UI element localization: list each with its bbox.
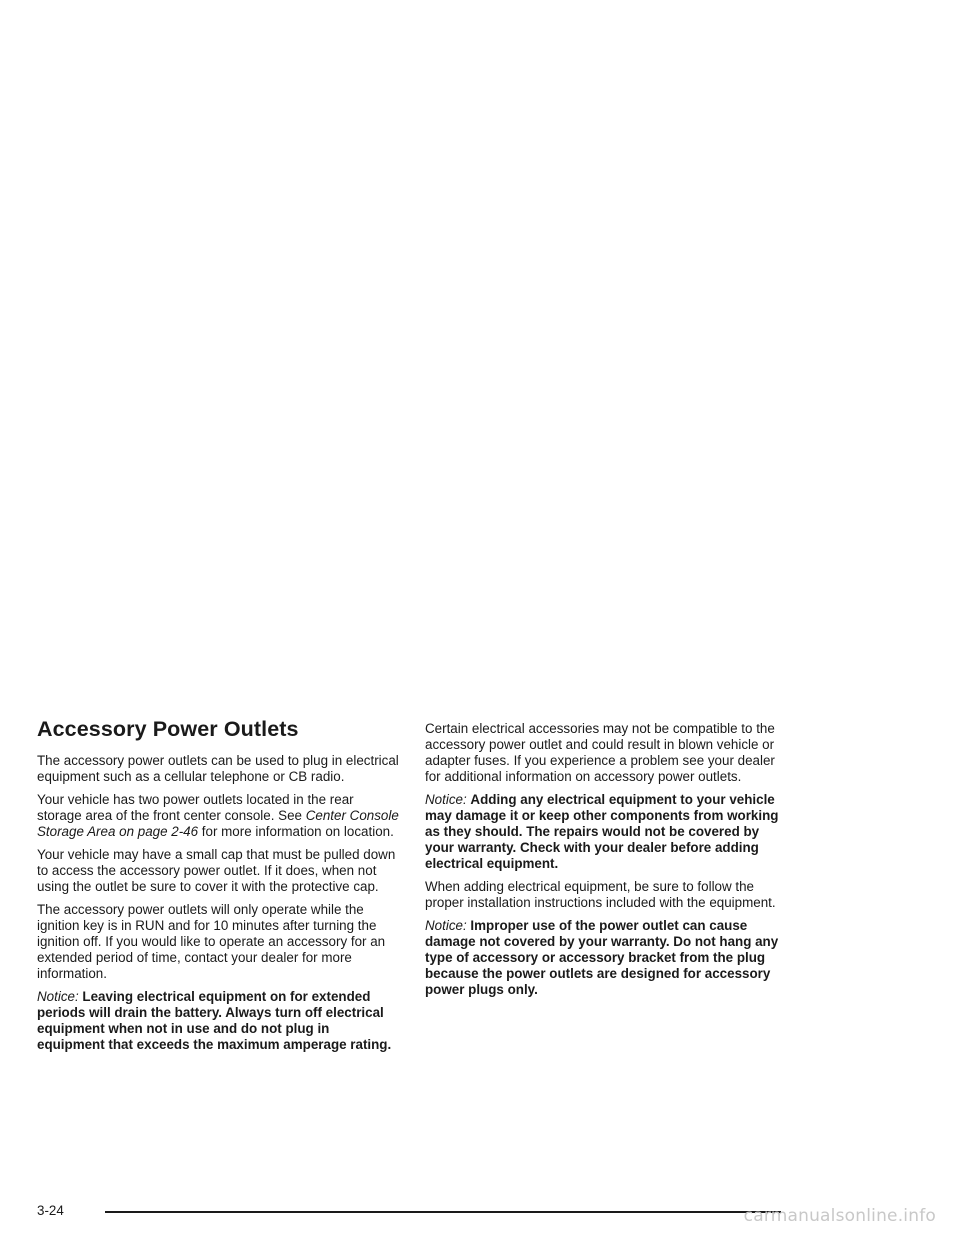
paragraph-location-text-end: for more information on location. xyxy=(198,824,394,839)
paragraph-intro: The accessory power outlets can be used to plug in electrical equipment such as a cellular telephone or CB radio. xyxy=(37,753,399,784)
watermark-text: carmanualsonline.info xyxy=(743,1206,936,1226)
section-title: Accessory Power Outlets xyxy=(37,717,299,741)
notice-label: Notice: xyxy=(37,989,79,1004)
notice-body: Improper use of the power outlet can cause damage not covered by your warranty. Do not hang any type of accessory or accessory bracket from the plug because the power outlets are designed for accessory power plugs only. xyxy=(425,918,779,997)
cross-reference-link[interactable]: Center Console Storage Area on page 2-46 xyxy=(37,808,399,839)
notice-body: Leaving electrical equipment on for extended periods will drain the battery. Always turn off electrical equipment when not in use and do not plug in equipment that exceeds the maximum amperage rating. xyxy=(37,989,392,1052)
notice-improper-use xyxy=(425,918,787,998)
paragraph-installation: When adding electrical equipment, be sure to follow the proper installation instructions included with the equipment. xyxy=(425,879,776,910)
notice-label: Notice: xyxy=(425,918,467,933)
footer-divider xyxy=(105,1211,781,1213)
notice-warranty xyxy=(425,792,787,872)
paragraph-cap: Your vehicle may have a small cap that must be pulled down to access the accessory power outlet. If it does, when not using the outlet be sure to cover it with the protective cap. xyxy=(37,847,396,894)
left-column xyxy=(37,716,399,1060)
paragraph-location xyxy=(37,792,399,840)
paragraph-compatibility: Certain electrical accessories may not be compatible to the accessory power outlet and could result in blown vehicle or adapter fuses. If you experience a problem see your dealer for additional information on accessory power outlets. xyxy=(425,721,775,784)
notice-label: Notice: xyxy=(425,792,467,807)
notice-body: Adding any electrical equipment to your vehicle may damage it or keep other components from working as they should. The repairs would not be covered by your warranty. Check with your dealer before adding electrical equipment. xyxy=(425,792,779,871)
paragraph-location-text-start: Your vehicle has two power outlets located in the rear storage area of the front center console. See xyxy=(37,792,354,823)
paragraph-operation: The accessory power outlets will only operate while the ignition key is in RUN and for 10 minutes after turning the ignition off. If you would like to operate an accessory for an extended period of time, contact your dealer for more information. xyxy=(37,902,386,981)
right-column xyxy=(425,721,787,1005)
page-number: 3-24 xyxy=(37,1203,64,1218)
notice-battery xyxy=(37,989,399,1053)
